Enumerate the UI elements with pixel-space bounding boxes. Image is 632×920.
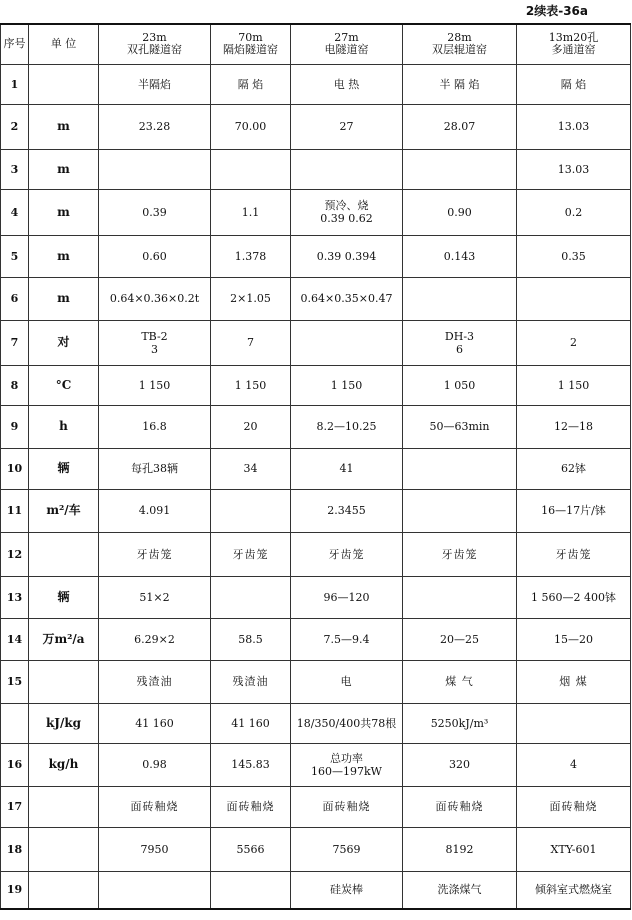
value-cell: 1 150 [211,365,291,405]
value-cell: 4.091 [99,489,211,532]
value-cell: 41 160 [99,703,211,743]
value-cell: 51×2 [99,576,211,618]
value-cell: 18/350/400共78根 [291,703,403,743]
value-cell: 41 [291,448,403,489]
row-seq-cell: 6 [1,277,29,320]
value-cell: 牙齿笼 [291,532,403,576]
value-cell: 总功率 160—197kW [291,743,403,786]
value-cell: 0.64×0.35×0.47 [291,277,403,320]
value-cell: 牙齿笼 [99,532,211,576]
row-seq-cell: 7 [1,320,29,365]
value-cell: 0.35 [517,235,631,277]
row-seq-cell: 3 [1,149,29,189]
value-cell [291,149,403,189]
header-kiln-70m: 70m 隔焰隧道窑 [211,24,291,64]
row-unit-cell: °C [29,365,99,405]
value-cell: 8.2—10.25 [291,405,403,448]
value-cell: 电 热 [291,64,403,104]
value-cell: DH-3 6 [403,320,517,365]
row-seq-cell: 11 [1,489,29,532]
row-seq-cell: 17 [1,786,29,827]
value-cell: 20 [211,405,291,448]
value-cell: 62钵 [517,448,631,489]
value-cell: 半隔焰 [99,64,211,104]
row-unit-cell: m [29,104,99,149]
value-cell [403,277,517,320]
table-caption: 2续表-36a [525,4,588,18]
row-unit-cell [29,827,99,871]
value-cell [211,576,291,618]
value-cell: 面砖釉烧 [517,786,631,827]
table-row [1,448,631,489]
value-cell: 2×1.05 [211,277,291,320]
row-unit-cell: m [29,149,99,189]
table-row [1,189,631,235]
value-cell: 13.03 [517,149,631,189]
value-cell: 50—63min [403,405,517,448]
value-cell [403,489,517,532]
value-cell: 1 150 [517,365,631,405]
header-kiln-23m: 23m 双孔隧道窑 [99,24,211,64]
value-cell [211,871,291,909]
row-unit-cell [29,871,99,909]
row-unit-cell: m [29,277,99,320]
value-cell: 电 [291,660,403,703]
table-row [1,660,631,703]
value-cell: 70.00 [211,104,291,149]
value-cell: 1 150 [291,365,403,405]
value-cell: 96—120 [291,576,403,618]
table-row [1,104,631,149]
value-cell: 残渣油 [211,660,291,703]
value-cell: 6.29×2 [99,618,211,660]
value-cell: 23.28 [99,104,211,149]
value-cell: 320 [403,743,517,786]
value-cell: 12—18 [517,405,631,448]
value-cell: 1 050 [403,365,517,405]
row-seq-cell [1,703,29,743]
value-cell: 1.378 [211,235,291,277]
value-cell: 34 [211,448,291,489]
value-cell [517,277,631,320]
value-cell [291,320,403,365]
row-seq-cell: 10 [1,448,29,489]
table-row [1,235,631,277]
value-cell: 28.07 [403,104,517,149]
row-unit-cell: kJ/kg [29,703,99,743]
row-seq-cell: 18 [1,827,29,871]
value-cell: 58.5 [211,618,291,660]
table-row [1,320,631,365]
value-cell: 7569 [291,827,403,871]
table-row [1,405,631,448]
value-cell: 0.64×0.36×0.2t [99,277,211,320]
value-cell: 16—17片/钵 [517,489,631,532]
row-seq-cell: 19 [1,871,29,909]
value-cell [211,489,291,532]
header-unit: 单 位 [29,24,99,64]
table-row [1,576,631,618]
table-row [1,149,631,189]
value-cell: 2 [517,320,631,365]
value-cell: 4 [517,743,631,786]
value-cell: 0.143 [403,235,517,277]
value-cell [99,149,211,189]
value-cell: 牙齿笼 [403,532,517,576]
header-kiln-27m: 27m 电隧道窑 [291,24,403,64]
value-cell: TB-2 3 [99,320,211,365]
value-cell: 隔 焰 [211,64,291,104]
table-row [1,618,631,660]
row-unit-cell [29,786,99,827]
row-unit-cell: m²/车 [29,489,99,532]
value-cell: 15—20 [517,618,631,660]
value-cell: 0.2 [517,189,631,235]
row-seq-cell: 1 [1,64,29,104]
value-cell: 0.60 [99,235,211,277]
row-unit-cell: m [29,189,99,235]
table-row [1,786,631,827]
table-row [1,277,631,320]
table-row [1,365,631,405]
value-cell [403,576,517,618]
row-unit-cell [29,64,99,104]
value-cell [211,149,291,189]
value-cell: 7950 [99,827,211,871]
value-cell: 0.98 [99,743,211,786]
value-cell: 41 160 [211,703,291,743]
value-cell: 倾斜室式燃烧室 [517,871,631,909]
row-unit-cell: 辆 [29,576,99,618]
table-row [1,827,631,871]
row-unit-cell: m [29,235,99,277]
row-unit-cell [29,660,99,703]
table-row [1,743,631,786]
value-cell: 1.1 [211,189,291,235]
table-row [1,489,631,532]
value-cell: 隔 焰 [517,64,631,104]
row-unit-cell: 对 [29,320,99,365]
value-cell: 面砖釉烧 [99,786,211,827]
row-seq-cell: 14 [1,618,29,660]
row-seq-cell: 15 [1,660,29,703]
value-cell: 145.83 [211,743,291,786]
row-seq-cell: 5 [1,235,29,277]
value-cell: 牙齿笼 [211,532,291,576]
header-seq: 序号 [1,24,29,64]
value-cell: 20—25 [403,618,517,660]
value-cell: 5250kJ/m³ [403,703,517,743]
value-cell: 半 隔 焰 [403,64,517,104]
header-row [1,24,631,64]
value-cell: 预冷、烧 0.39 0.62 [291,189,403,235]
table-row [1,64,631,104]
value-cell: 洗涤煤气 [403,871,517,909]
value-cell: 7 [211,320,291,365]
row-seq-cell: 9 [1,405,29,448]
table-row [1,703,631,743]
value-cell: 残渣油 [99,660,211,703]
table-row [1,532,631,576]
table-row [1,871,631,909]
value-cell: 每孔38辆 [99,448,211,489]
kiln-parameter-table [0,23,631,910]
value-cell: 1 560—2 400钵 [517,576,631,618]
value-cell: 0.39 0.394 [291,235,403,277]
row-unit-cell: 万m²/a [29,618,99,660]
value-cell [403,149,517,189]
row-seq-cell: 2 [1,104,29,149]
value-cell [517,703,631,743]
value-cell: 面砖釉烧 [211,786,291,827]
value-cell: 1 150 [99,365,211,405]
value-cell [99,871,211,909]
value-cell: 2.3455 [291,489,403,532]
row-unit-cell: h [29,405,99,448]
value-cell: 0.39 [99,189,211,235]
value-cell: 面砖釉烧 [403,786,517,827]
value-cell: 27 [291,104,403,149]
row-seq-cell: 12 [1,532,29,576]
value-cell: 16.8 [99,405,211,448]
row-unit-cell: 辆 [29,448,99,489]
value-cell: 硅炭棒 [291,871,403,909]
value-cell: XTY-601 [517,827,631,871]
row-seq-cell: 13 [1,576,29,618]
value-cell: 13.03 [517,104,631,149]
row-unit-cell: kg/h [29,743,99,786]
value-cell: 烟 煤 [517,660,631,703]
value-cell: 面砖釉烧 [291,786,403,827]
value-cell: 牙齿笼 [517,532,631,576]
value-cell: 8192 [403,827,517,871]
row-unit-cell [29,532,99,576]
row-seq-cell: 4 [1,189,29,235]
value-cell: 煤 气 [403,660,517,703]
row-seq-cell: 16 [1,743,29,786]
value-cell [403,448,517,489]
row-seq-cell: 8 [1,365,29,405]
value-cell: 0.90 [403,189,517,235]
header-kiln-13m: 13m20孔 多通道窑 [517,24,631,64]
value-cell: 7.5—9.4 [291,618,403,660]
value-cell: 5566 [211,827,291,871]
header-kiln-28m: 28m 双层辊道窑 [403,24,517,64]
